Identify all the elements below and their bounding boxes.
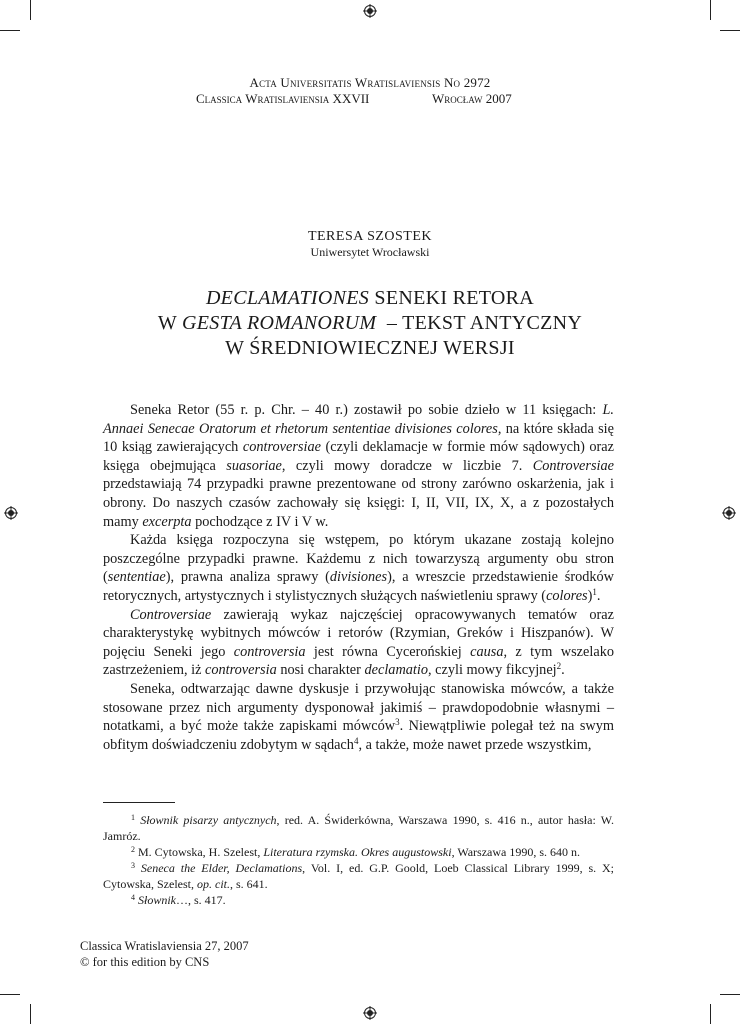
paragraph: Controversiae zawierają wykaz najczęściej opracowywanych tematów oraz charakterystykę wybitnych mówców i retorów (Rzymian, Greków i Hiszpanów). W pojęciu Seneki jego controversia jest równa Cycerońskiej causa, z tym wszelako zastrzeżeniem, iż controversia nosi charakter declamatio, czyli mowy fikcyjnej$^2$. — [103, 606, 614, 679]
author-name: TERESA SZOSTEK — [307, 229, 433, 244]
article-title-line1: DECLAMATIONES SENEKI RETORA — [205, 287, 535, 309]
author-affiliation: Uniwersytet Wrocławski — [310, 245, 430, 259]
journal-header-line1: Acta Universitatis Wratislaviensis No 2972 — [249, 75, 491, 90]
footnote-ref: 2 — [556, 661, 562, 672]
crop-mark — [720, 994, 740, 995]
paragraph: Seneka, odtwarzając dawne dyskusje i przywołując stanowiska mówców, a także stosowane przez nich argumenty dysponował jakimiś – prawdopodobnie własnymi – notatkami, a być może także zapiskami mówców$^3$. Niewątpliwie polegał też na swym obfitym doświadczeniu zdobytym w sądach$^4$, a także, może nawet przede wszystkim, — [103, 680, 614, 753]
crop-mark — [30, 1004, 31, 1024]
crop-mark — [0, 30, 20, 31]
crop-mark — [710, 0, 711, 20]
crop-mark — [710, 1004, 711, 1024]
article-title-line3: W ŚREDNIOWIECZNEJ WERSJI — [225, 337, 515, 359]
registration-mark-icon — [363, 1006, 377, 1020]
article-title-line2: W GESTA ROMANORUM – TEKST ANTYCZNY — [157, 312, 583, 334]
crop-mark — [720, 30, 740, 31]
crop-mark — [0, 994, 20, 995]
footnote-ref: 4 — [353, 735, 359, 746]
registration-mark-icon — [722, 506, 736, 520]
footnote: $^4$ Słownik…, s. 417. — [131, 893, 226, 907]
imprint-copyright: © for this edition by CNS — [80, 955, 210, 969]
registration-mark-icon — [4, 506, 18, 520]
crop-mark — [30, 0, 31, 20]
footnotes — [103, 812, 614, 908]
paragraph: Seneka Retor (55 r. p. Chr. – 40 r.) zostawił po sobie dzieło w 11 księgach: L. Annaei Senecae Oratorum et rhetorum sententiae divisiones colores, na które składa się 10 ksiąg zawierających controversiae (czyli deklamacje w formie mów sądowych) oraz księga obejmująca suasoriae, czyli mowy doradcze w liczbie 7. Controversiae przedstawiają 74 przypadki prawne prezentowane od strony zarówno oskarżenia, jak i obrony. Do naszych czasów zachowały się księgi: I, II, VII, IX, X, a z pozostałych mamy excerpta pochodzące z IV i V w. — [103, 402, 615, 530]
journal-header-series: Classica Wratislaviensia XXVII — [196, 91, 370, 106]
paragraph: Każda księga rozpoczyna się wstępem, po którym ukazane zostają kolejno poszczególne przypadki prawne. Każdemu z nich towarzyszą argumenty obu stron (sententiae), prawna analiza sprawy (divisiones), a wreszcie przedstawienie środków retorycznych, artystycznych i stylistycznych służących naświetleniu sprawy (colores)$^1$. — [103, 532, 614, 604]
footnote: $^3$ Seneca the Elder, Declamations, Vol. I, ed. G.P. Goold, Loeb Classical Library 1999, s. X; Cytowska, Szelest, op. cit., s. 641. — [103, 861, 615, 891]
registration-mark-icon — [363, 4, 377, 18]
footnote-ref: 1 — [592, 586, 597, 597]
journal-header-place-year: Wrocław 2007 — [432, 91, 512, 106]
footnote-ref: 3 — [395, 717, 400, 728]
footnote-divider — [103, 802, 175, 803]
article-body — [103, 401, 614, 754]
imprint-journal: Classica Wratislaviensia 27, 2007 — [80, 939, 249, 953]
footnote: $^1$ Słownik pisarzy antycznych, red. A. Świderkówna, Warszawa 1990, s. 416 n., autor hasła: W. Jamróz. — [103, 813, 614, 843]
imprint — [80, 938, 249, 970]
footnote: $^2$ M. Cytowska, H. Szelest, Literatura rzymska. Okres augustowski, Warszawa 1990, s. 640 n. — [131, 845, 581, 859]
